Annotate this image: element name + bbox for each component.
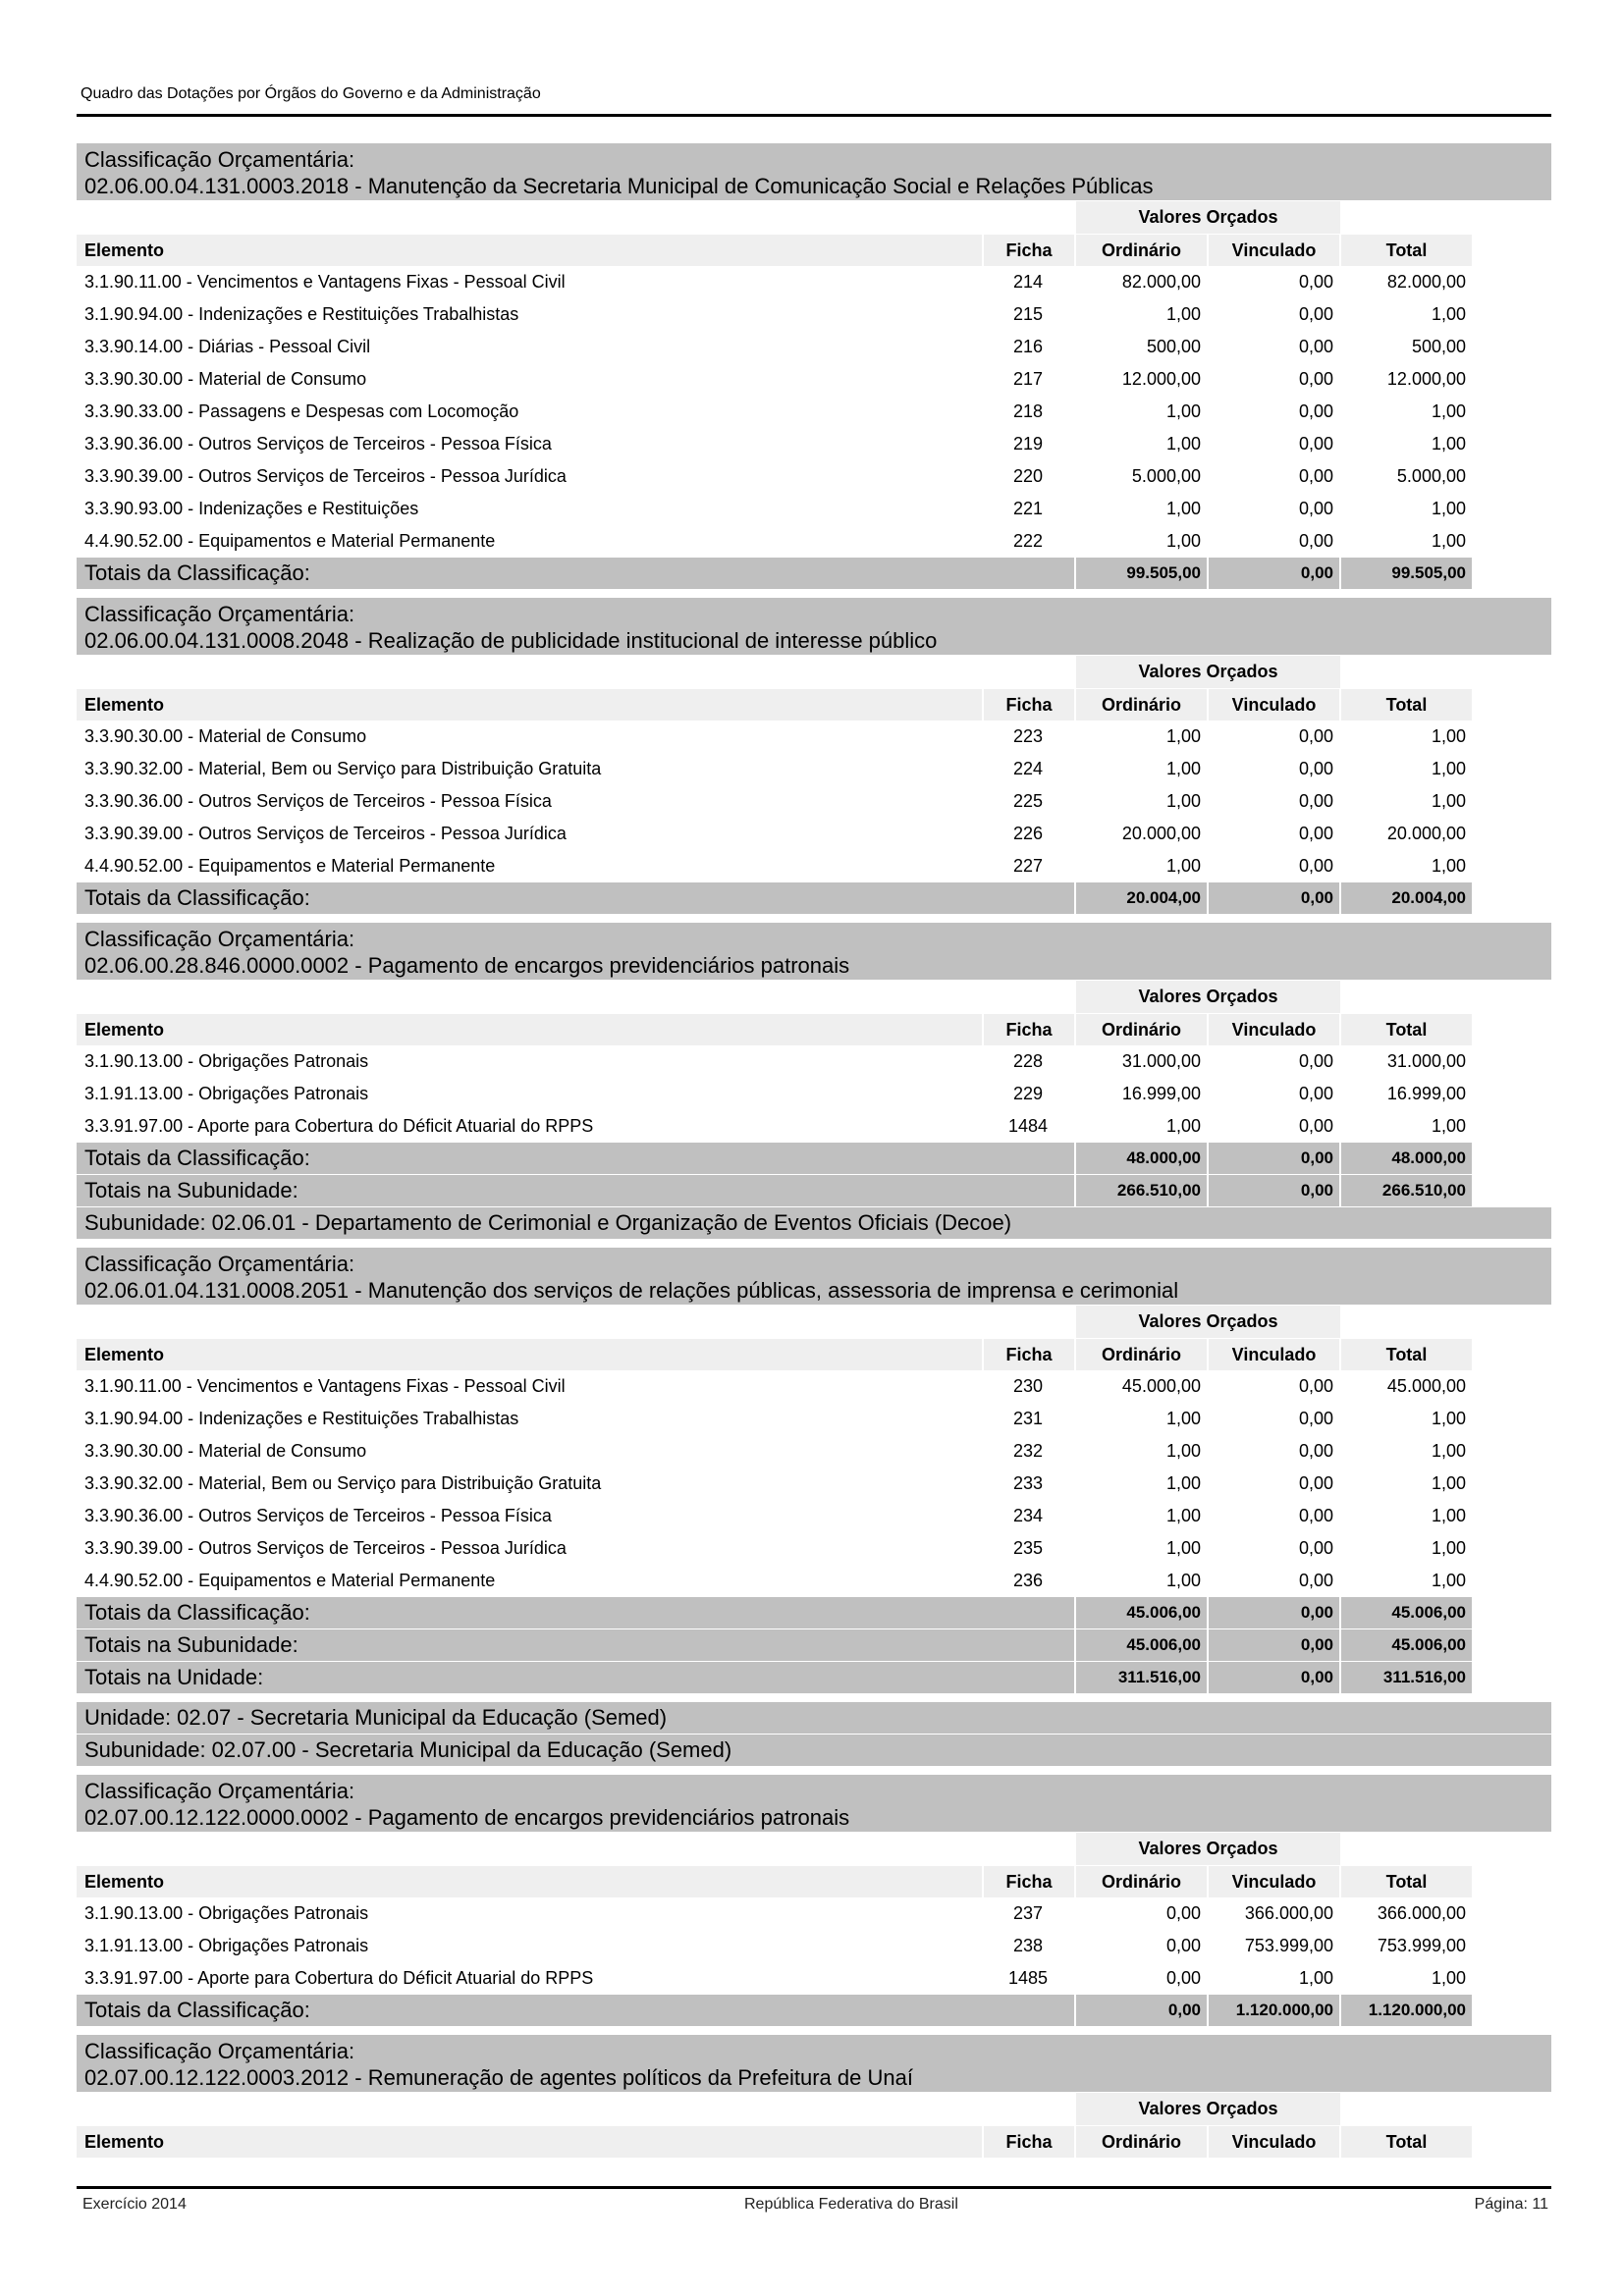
col-ordinario: Ordinário — [1074, 2126, 1207, 2158]
table-row — [77, 1897, 1551, 1930]
totais-classificacao-row — [77, 1995, 1551, 2026]
cell-vinculado: 0,00 — [1298, 1051, 1333, 1071]
cell-vinculado: 0,00 — [1298, 304, 1333, 324]
cell-elemento: 3.1.91.13.00 - Obrigações Patronais — [84, 1936, 369, 1955]
col-ficha: Ficha — [982, 1339, 1074, 1370]
cell-ficha: 231 — [1012, 1409, 1044, 1428]
cell-ordinario: 1,00 — [1165, 401, 1201, 421]
totals-total: 99.505,00 — [1339, 558, 1472, 589]
cell-total: 1,00 — [1431, 1116, 1466, 1136]
cell-vinculado: 0,00 — [1298, 759, 1333, 778]
valores-orcados-label: Valores Orçados — [1076, 2093, 1340, 2125]
cell-ordinario: 500,00 — [1146, 337, 1201, 356]
valores-orcados-header — [77, 1833, 1551, 1865]
cell-ordinario: 1,00 — [1165, 726, 1201, 746]
col-ficha: Ficha — [982, 1866, 1074, 1897]
cell-elemento: 3.3.90.32.00 - Material, Bem ou Serviço para Distribuição Gratuita — [84, 1473, 602, 1493]
classification-band — [77, 598, 1551, 655]
cell-total: 1,00 — [1431, 434, 1466, 454]
cell-ordinario: 1,00 — [1165, 856, 1201, 876]
col-total: Total — [1339, 1866, 1472, 1897]
classification-title: 02.07.00.12.122.0000.0002 - Pagamento de encargos previdenciários patronais — [84, 1805, 850, 1830]
col-ficha: Ficha — [982, 235, 1074, 266]
cell-ficha: 225 — [1012, 791, 1044, 811]
table-row — [77, 850, 1551, 882]
col-vinculado: Vinculado — [1207, 689, 1339, 721]
cell-ficha: 235 — [1012, 1538, 1044, 1558]
cell-ficha: 237 — [1012, 1903, 1044, 1923]
totals-total: 266.510,00 — [1339, 1175, 1472, 1206]
cell-ficha: 217 — [1012, 369, 1044, 389]
header-rule — [77, 114, 1551, 117]
cell-elemento: 3.1.91.13.00 - Obrigações Patronais — [84, 1084, 369, 1103]
cell-ficha: 216 — [1012, 337, 1044, 356]
cell-vinculado: 0,00 — [1298, 1571, 1333, 1590]
valores-orcados-label: Valores Orçados — [1076, 201, 1340, 234]
valores-orcados-header — [77, 201, 1551, 234]
valores-orcados-header — [77, 656, 1551, 688]
classification-section — [77, 923, 1551, 1239]
classification-band — [77, 1775, 1551, 1832]
table-row — [77, 1468, 1551, 1500]
classification-label: Classificação Orçamentária: — [84, 2039, 355, 2063]
table-row — [77, 331, 1551, 363]
table-row — [77, 1565, 1551, 1597]
classification-title: 02.06.00.04.131.0003.2018 - Manutenção da Secretaria Municipal de Comunicação Social e Relações Públicas — [84, 174, 1154, 198]
classification-label: Classificação Orçamentária: — [84, 927, 355, 951]
footer-republica: República Federativa do Brasil — [744, 2196, 958, 2213]
totals-ordinario: 48.000,00 — [1074, 1143, 1207, 1174]
cell-elemento: 3.1.90.11.00 - Vencimentos e Vantagens Fixas - Pessoal Civil — [84, 272, 566, 292]
cell-ordinario: 1,00 — [1165, 304, 1201, 324]
cell-ordinario: 45.000,00 — [1121, 1376, 1201, 1396]
classification-band — [77, 143, 1551, 200]
cell-elemento: 3.3.90.36.00 - Outros Serviços de Terceiros - Pessoa Física — [84, 1506, 552, 1525]
cell-vinculado: 0,00 — [1298, 1084, 1333, 1103]
classification-title: 02.06.00.28.846.0000.0002 - Pagamento de encargos previdenciários patronais — [84, 953, 850, 978]
totais-classificacao-row — [77, 558, 1551, 589]
valores-orcados-header — [77, 2093, 1551, 2125]
gap — [77, 1694, 1551, 1702]
totals-label: Totais da Classificação: — [77, 1995, 1074, 2026]
cell-elemento: 4.4.90.52.00 - Equipamentos e Material Permanente — [84, 531, 496, 551]
valores-orcados-header — [77, 981, 1551, 1013]
cell-total: 1,00 — [1431, 726, 1466, 746]
cell-elemento: 3.1.90.94.00 - Indenizações e Restituições Trabalhistas — [84, 304, 519, 324]
budget-report — [77, 143, 1551, 2158]
gap — [77, 1240, 1551, 1248]
totals-vinculado: 0,00 — [1207, 1597, 1339, 1629]
totais-classificacao-row — [77, 882, 1551, 914]
table-row — [77, 493, 1551, 525]
cell-elemento: 3.1.90.13.00 - Obrigações Patronais — [84, 1051, 369, 1071]
table-row — [77, 753, 1551, 785]
cell-ficha: 1484 — [1007, 1116, 1049, 1136]
totals-vinculado: 1.120.000,00 — [1207, 1995, 1339, 2026]
cell-ficha: 238 — [1012, 1936, 1044, 1955]
cell-ordinario: 1,00 — [1165, 1538, 1201, 1558]
cell-vinculado: 0,00 — [1298, 1506, 1333, 1525]
classification-label: Classificação Orçamentária: — [84, 1779, 355, 1803]
totals-label: Totais na Unidade: — [77, 1662, 1074, 1693]
cell-ficha: 236 — [1012, 1571, 1044, 1590]
cell-ordinario: 1,00 — [1165, 1441, 1201, 1461]
cell-ficha: 226 — [1012, 824, 1044, 843]
cell-ficha: 227 — [1012, 856, 1044, 876]
cell-elemento: 3.3.90.33.00 - Passagens e Despesas com Locomoção — [84, 401, 519, 421]
cell-total: 1,00 — [1431, 856, 1466, 876]
cell-total: 753.999,00 — [1377, 1936, 1466, 1955]
cell-ficha: 229 — [1012, 1084, 1044, 1103]
classification-band — [77, 1248, 1551, 1305]
classification-label: Classificação Orçamentária: — [84, 147, 355, 172]
unidade-band: Unidade: 02.07 - Secretaria Municipal da Educação (Semed) — [77, 1702, 1551, 1734]
column-header-row — [77, 234, 1551, 266]
gap — [77, 2027, 1551, 2035]
cell-total: 1,00 — [1431, 531, 1466, 551]
cell-vinculado: 0,00 — [1298, 401, 1333, 421]
cell-ordinario: 0,00 — [1165, 1903, 1201, 1923]
cell-elemento: 3.3.90.30.00 - Material de Consumo — [84, 369, 367, 389]
cell-total: 1,00 — [1431, 1409, 1466, 1428]
totals-label: Totais da Classificação: — [77, 1597, 1074, 1629]
classification-section — [77, 1248, 1551, 1766]
cell-vinculado: 0,00 — [1298, 791, 1333, 811]
gap — [77, 1767, 1551, 1775]
table-row — [77, 1435, 1551, 1468]
col-vinculado: Vinculado — [1207, 1866, 1339, 1897]
cell-ficha: 1485 — [1007, 1968, 1049, 1988]
col-elemento: Elemento — [77, 689, 982, 721]
cell-total: 1,00 — [1431, 759, 1466, 778]
classification-label: Classificação Orçamentária: — [84, 602, 355, 626]
col-vinculado: Vinculado — [1207, 235, 1339, 266]
cell-ordinario: 0,00 — [1165, 1936, 1201, 1955]
cell-total: 45.000,00 — [1386, 1376, 1466, 1396]
col-total: Total — [1339, 1014, 1472, 1045]
totals-ordinario: 0,00 — [1074, 1995, 1207, 2026]
cell-ordinario: 5.000,00 — [1131, 466, 1201, 486]
cell-elemento: 3.3.90.30.00 - Material de Consumo — [84, 1441, 367, 1461]
col-vinculado: Vinculado — [1207, 1014, 1339, 1045]
col-elemento: Elemento — [77, 1014, 982, 1045]
cell-elemento: 3.3.90.36.00 - Outros Serviços de Terceiros - Pessoa Física — [84, 791, 552, 811]
valores-orcados-label: Valores Orçados — [1076, 981, 1340, 1013]
cell-ordinario: 16.999,00 — [1121, 1084, 1201, 1103]
col-total: Total — [1339, 2126, 1472, 2158]
col-vinculado: Vinculado — [1207, 1339, 1339, 1370]
classification-band — [77, 2035, 1551, 2092]
cell-total: 82.000,00 — [1386, 272, 1466, 292]
cell-vinculado: 753.999,00 — [1244, 1936, 1333, 1955]
col-elemento: Elemento — [77, 1866, 982, 1897]
footer-exercicio: Exercício 2014 — [82, 2196, 187, 2213]
cell-ficha: 224 — [1012, 759, 1044, 778]
table-row — [77, 428, 1551, 460]
cell-ficha: 221 — [1012, 499, 1044, 518]
cell-vinculado: 0,00 — [1298, 434, 1333, 454]
totals-ordinario: 45.006,00 — [1074, 1597, 1207, 1629]
cell-vinculado: 0,00 — [1298, 272, 1333, 292]
footer-page-number: Página: 11 — [1474, 2196, 1548, 2213]
table-row — [77, 1962, 1551, 1995]
valores-orcados-label: Valores Orçados — [1076, 656, 1340, 688]
subunidade-band: Subunidade: 02.06.01 - Departamento de Cerimonial e Organização de Eventos Oficiais (Decoe) — [77, 1207, 1551, 1239]
cell-ordinario: 1,00 — [1165, 1506, 1201, 1525]
cell-ordinario: 1,00 — [1165, 791, 1201, 811]
cell-vinculado: 0,00 — [1298, 1473, 1333, 1493]
totals-label: Totais na Subunidade: — [77, 1175, 1074, 1206]
page-header-title: Quadro das Dotações por Órgãos do Governo e da Administração — [81, 85, 541, 102]
table-row — [77, 1930, 1551, 1962]
table-row — [77, 266, 1551, 298]
totals-ordinario: 266.510,00 — [1074, 1175, 1207, 1206]
cell-total: 16.999,00 — [1386, 1084, 1466, 1103]
totals-total: 1.120.000,00 — [1339, 1995, 1472, 2026]
totals-ordinario: 20.004,00 — [1074, 882, 1207, 914]
cell-elemento: 3.3.91.97.00 - Aporte para Cobertura do Déficit Atuarial do RPPS — [84, 1968, 594, 1988]
table-row — [77, 1370, 1551, 1403]
subunidade-band: Subunidade: 02.07.00 - Secretaria Municipal da Educação (Semed) — [77, 1735, 1551, 1766]
cell-ficha: 228 — [1012, 1051, 1044, 1071]
cell-ficha: 215 — [1012, 304, 1044, 324]
totals-ordinario: 45.006,00 — [1074, 1629, 1207, 1661]
cell-ficha: 214 — [1012, 272, 1044, 292]
cell-ficha: 234 — [1012, 1506, 1044, 1525]
cell-elemento: 3.3.91.97.00 - Aporte para Cobertura do Déficit Atuarial do RPPS — [84, 1116, 594, 1136]
totais-unidade-row — [77, 1662, 1551, 1693]
col-ficha: Ficha — [982, 689, 1074, 721]
footer-rule — [77, 2186, 1551, 2189]
cell-ficha: 222 — [1012, 531, 1044, 551]
col-ordinario: Ordinário — [1074, 235, 1207, 266]
cell-elemento: 4.4.90.52.00 - Equipamentos e Material Permanente — [84, 1571, 496, 1590]
cell-ordinario: 0,00 — [1165, 1968, 1201, 1988]
cell-elemento: 3.3.90.32.00 - Material, Bem ou Serviço para Distribuição Gratuita — [84, 759, 602, 778]
col-elemento: Elemento — [77, 1339, 982, 1370]
cell-total: 366.000,00 — [1377, 1903, 1466, 1923]
totals-vinculado: 0,00 — [1207, 1143, 1339, 1174]
cell-ordinario: 1,00 — [1165, 434, 1201, 454]
cell-total: 12.000,00 — [1386, 369, 1466, 389]
cell-elemento: 3.3.90.93.00 - Indenizações e Restituições — [84, 499, 419, 518]
col-total: Total — [1339, 689, 1472, 721]
cell-elemento: 3.3.90.30.00 - Material de Consumo — [84, 726, 367, 746]
totals-vinculado: 0,00 — [1207, 1629, 1339, 1661]
col-ordinario: Ordinário — [1074, 1339, 1207, 1370]
cell-elemento: 3.3.90.36.00 - Outros Serviços de Terceiros - Pessoa Física — [84, 434, 552, 454]
cell-elemento: 3.1.90.94.00 - Indenizações e Restituições Trabalhistas — [84, 1409, 519, 1428]
col-total: Total — [1339, 1339, 1472, 1370]
table-row — [77, 1045, 1551, 1078]
cell-ordinario: 12.000,00 — [1121, 369, 1201, 389]
classification-title: 02.06.01.04.131.0008.2051 - Manutenção dos serviços de relações públicas, assessoria de imprensa e cerimonial — [84, 1278, 1179, 1303]
cell-elemento: 3.3.90.14.00 - Diárias - Pessoal Civil — [84, 337, 371, 356]
column-header-row — [77, 2125, 1551, 2158]
cell-ficha: 230 — [1012, 1376, 1044, 1396]
cell-ordinario: 31.000,00 — [1121, 1051, 1201, 1071]
cell-vinculado: 366.000,00 — [1244, 1903, 1333, 1923]
valores-orcados-header — [77, 1306, 1551, 1338]
totais-classificacao-row — [77, 1597, 1551, 1629]
totals-ordinario: 99.505,00 — [1074, 558, 1207, 589]
col-vinculado: Vinculado — [1207, 2126, 1339, 2158]
cell-elemento: 4.4.90.52.00 - Equipamentos e Material Permanente — [84, 856, 496, 876]
cell-ordinario: 1,00 — [1165, 1473, 1201, 1493]
cell-vinculado: 0,00 — [1298, 1538, 1333, 1558]
cell-total: 1,00 — [1431, 401, 1466, 421]
column-header-row — [77, 1865, 1551, 1897]
classification-section — [77, 1775, 1551, 2026]
cell-total: 1,00 — [1431, 1441, 1466, 1461]
cell-ficha: 220 — [1012, 466, 1044, 486]
table-row — [77, 1078, 1551, 1110]
cell-ordinario: 1,00 — [1165, 499, 1201, 518]
table-row — [77, 785, 1551, 818]
classification-label: Classificação Orçamentária: — [84, 1252, 355, 1276]
cell-total: 1,00 — [1431, 1538, 1466, 1558]
cell-vinculado: 0,00 — [1298, 726, 1333, 746]
cell-ordinario: 20.000,00 — [1121, 824, 1201, 843]
cell-vinculado: 0,00 — [1298, 856, 1333, 876]
classification-band — [77, 923, 1551, 980]
cell-vinculado: 0,00 — [1298, 824, 1333, 843]
totals-total: 311.516,00 — [1339, 1662, 1472, 1693]
cell-vinculado: 0,00 — [1298, 1441, 1333, 1461]
totals-label: Totais na Subunidade: — [77, 1629, 1074, 1661]
column-header-row — [77, 688, 1551, 721]
cell-ficha: 232 — [1012, 1441, 1044, 1461]
column-header-row — [77, 1013, 1551, 1045]
cell-ordinario: 1,00 — [1165, 531, 1201, 551]
cell-ordinario: 1,00 — [1165, 1116, 1201, 1136]
cell-elemento: 3.1.90.13.00 - Obrigações Patronais — [84, 1903, 369, 1923]
column-header-row — [77, 1338, 1551, 1370]
cell-ordinario: 1,00 — [1165, 1409, 1201, 1428]
col-ordinario: Ordinário — [1074, 689, 1207, 721]
cell-total: 1,00 — [1431, 304, 1466, 324]
cell-ordinario: 82.000,00 — [1121, 272, 1201, 292]
cell-total: 1,00 — [1431, 1506, 1466, 1525]
classification-section — [77, 2035, 1551, 2158]
valores-orcados-label: Valores Orçados — [1076, 1833, 1340, 1865]
cell-total: 31.000,00 — [1386, 1051, 1466, 1071]
cell-ordinario: 1,00 — [1165, 759, 1201, 778]
cell-vinculado: 0,00 — [1298, 369, 1333, 389]
totals-vinculado: 0,00 — [1207, 882, 1339, 914]
totals-total: 20.004,00 — [1339, 882, 1472, 914]
col-ordinario: Ordinário — [1074, 1014, 1207, 1045]
totais-classificacao-row — [77, 1143, 1551, 1174]
classification-section — [77, 598, 1551, 914]
col-total: Total — [1339, 235, 1472, 266]
cell-total: 20.000,00 — [1386, 824, 1466, 843]
cell-vinculado: 0,00 — [1298, 531, 1333, 551]
totais-subunidade-row — [77, 1175, 1551, 1206]
col-ficha: Ficha — [982, 1014, 1074, 1045]
totals-total: 45.006,00 — [1339, 1629, 1472, 1661]
cell-ordinario: 1,00 — [1165, 1571, 1201, 1590]
cell-total: 1,00 — [1431, 1571, 1466, 1590]
cell-total: 500,00 — [1411, 337, 1466, 356]
col-elemento: Elemento — [77, 2126, 982, 2158]
classification-title: 02.06.00.04.131.0008.2048 - Realização de publicidade institucional de interesse público — [84, 628, 938, 653]
cell-elemento: 3.1.90.11.00 - Vencimentos e Vantagens Fixas - Pessoal Civil — [84, 1376, 566, 1396]
table-row — [77, 525, 1551, 558]
classification-section — [77, 143, 1551, 589]
col-ordinario: Ordinário — [1074, 1866, 1207, 1897]
cell-ficha: 219 — [1012, 434, 1044, 454]
table-row — [77, 298, 1551, 331]
cell-total: 1,00 — [1431, 499, 1466, 518]
col-elemento: Elemento — [77, 235, 982, 266]
totals-total: 48.000,00 — [1339, 1143, 1472, 1174]
table-row — [77, 363, 1551, 396]
totals-vinculado: 0,00 — [1207, 558, 1339, 589]
table-row — [77, 818, 1551, 850]
cell-vinculado: 0,00 — [1298, 337, 1333, 356]
totals-ordinario: 311.516,00 — [1074, 1662, 1207, 1693]
cell-total: 1,00 — [1431, 791, 1466, 811]
gap — [77, 590, 1551, 598]
cell-total: 1,00 — [1431, 1968, 1466, 1988]
totals-vinculado: 0,00 — [1207, 1662, 1339, 1693]
totals-label: Totais da Classificação: — [77, 1143, 1074, 1174]
cell-total: 1,00 — [1431, 1473, 1466, 1493]
cell-vinculado: 0,00 — [1298, 499, 1333, 518]
cell-ficha: 218 — [1012, 401, 1044, 421]
table-row — [77, 721, 1551, 753]
valores-orcados-label: Valores Orçados — [1076, 1306, 1340, 1338]
table-row — [77, 1110, 1551, 1143]
cell-elemento: 3.3.90.39.00 - Outros Serviços de Terceiros - Pessoa Jurídica — [84, 466, 567, 486]
table-row — [77, 460, 1551, 493]
cell-vinculado: 0,00 — [1298, 466, 1333, 486]
cell-vinculado: 0,00 — [1298, 1376, 1333, 1396]
table-row — [77, 1403, 1551, 1435]
classification-title: 02.07.00.12.122.0003.2012 - Remuneração de agentes políticos da Prefeitura de Unaí — [84, 2065, 913, 2090]
cell-elemento: 3.3.90.39.00 - Outros Serviços de Terceiros - Pessoa Jurídica — [84, 1538, 567, 1558]
totals-vinculado: 0,00 — [1207, 1175, 1339, 1206]
totais-subunidade-row — [77, 1629, 1551, 1661]
totals-total: 45.006,00 — [1339, 1597, 1472, 1629]
gap — [77, 915, 1551, 923]
totals-label: Totais da Classificação: — [77, 882, 1074, 914]
cell-vinculado: 0,00 — [1298, 1409, 1333, 1428]
cell-elemento: 3.3.90.39.00 - Outros Serviços de Terceiros - Pessoa Jurídica — [84, 824, 567, 843]
cell-vinculado: 0,00 — [1298, 1116, 1333, 1136]
totals-label: Totais da Classificação: — [77, 558, 1074, 589]
cell-ficha: 223 — [1012, 726, 1044, 746]
table-row — [77, 396, 1551, 428]
col-ficha: Ficha — [982, 2126, 1074, 2158]
table-row — [77, 1532, 1551, 1565]
cell-ficha: 233 — [1012, 1473, 1044, 1493]
cell-vinculado: 1,00 — [1298, 1968, 1333, 1988]
table-row — [77, 1500, 1551, 1532]
cell-total: 5.000,00 — [1396, 466, 1466, 486]
